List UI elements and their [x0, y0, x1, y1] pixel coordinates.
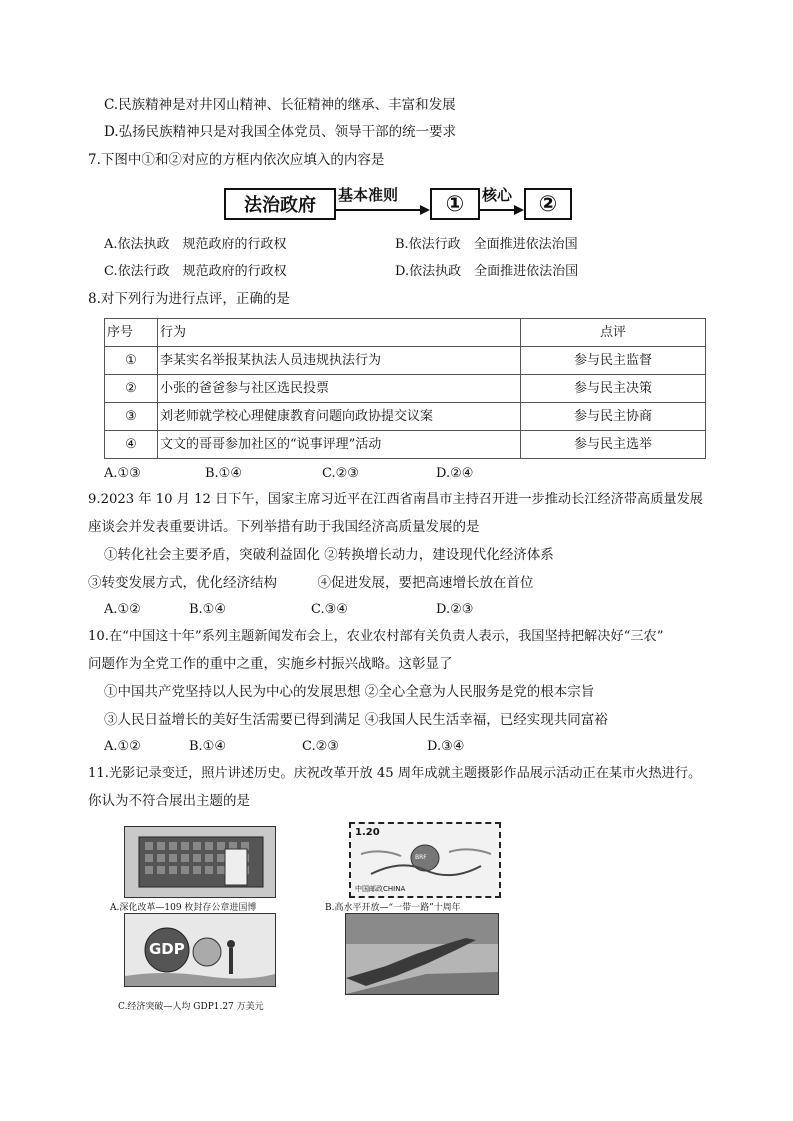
- q9-stem-line1: 9.2023 年 10 月 12 日下午，国家主席习近平在江西省南昌市主持召开进一步推动长江经济带高质量发展: [88, 492, 703, 507]
- arrow-head-1: [420, 205, 430, 215]
- cell-index: ③: [105, 403, 158, 431]
- q8-option-c: C.②③: [322, 466, 359, 481]
- gdp-label: GDP: [149, 940, 185, 958]
- diagram-label-core: 核心: [482, 186, 513, 204]
- q6-option-d: D.弘扬民族精神只是对我国全体党员、领导干部的统一要求: [104, 124, 457, 140]
- cell-comment: 参与民主监督: [521, 347, 706, 375]
- table-row: [105, 403, 706, 431]
- q9-stem-line2: 座谈会并发表重要讲话。下列举措有助于我国经济高质量发展的是: [88, 519, 480, 535]
- q7-option-c: C.依法行政 规范政府的行政权: [104, 264, 287, 279]
- q10-option-b: B.①④: [189, 739, 226, 754]
- table-row: [105, 347, 706, 375]
- header-index: 序号: [105, 319, 158, 347]
- arrow-head-2: [514, 205, 524, 215]
- photo-c-gdp: [124, 913, 276, 987]
- diagram-arrows: [224, 184, 574, 222]
- q7-stem: 7.下图中①和②对应的方框内依次应填入的内容是: [88, 152, 385, 168]
- gdp-illustration: [125, 914, 275, 986]
- q9-option-b: B.①④: [189, 602, 226, 617]
- q11-stem-line2: 你认为不符合展出主题的是: [88, 793, 250, 809]
- stamp-logo: BRF: [415, 854, 427, 861]
- q9-option-c: C.③④: [311, 602, 348, 617]
- q8-option-d: D.②④: [436, 466, 474, 481]
- landscape-illustration: [346, 914, 498, 994]
- cell-behavior: 小张的爸爸参与社区选民投票: [158, 375, 521, 403]
- diagram-box-law-government: 法治政府: [224, 188, 336, 220]
- q9-items-1-2: ①转化社会主要矛盾，突破利益固化 ②转换增长动力，建设现代化经济体系: [104, 547, 554, 563]
- header-comment: 点评: [521, 319, 706, 347]
- q10-option-c: C.②③: [302, 739, 339, 754]
- q10-items-1-2: ①中国共产党坚持以人民为中心的发展思想 ②全心全意为人民服务是党的根本宗旨: [104, 684, 595, 700]
- cell-comment: 参与民主决策: [521, 375, 706, 403]
- q7-option-d: D.依法执政 全面推进依法治国: [395, 264, 579, 279]
- q10-items-3-4: ③人民日益增长的美好生活需要已得到满足 ④我国人民生活幸福，已经实现共同富裕: [104, 712, 608, 728]
- cell-behavior: 李某实名举报某执法人员违规执法行为: [158, 347, 521, 375]
- q8-stem: 8.对下列行为进行点评，正确的是: [88, 291, 290, 307]
- diagram-box-2: ②: [524, 188, 572, 220]
- cell-behavior: 刘老师就学校心理健康教育问题向政协提交议案: [158, 403, 521, 431]
- header-behavior: 行为: [158, 319, 521, 347]
- table-header-row: [105, 319, 706, 347]
- q7-option-b: B.依法行政 全面推进依法治国: [395, 237, 578, 252]
- q8-option-b: B.①④: [205, 466, 242, 481]
- seals-box-illustration: [125, 827, 275, 897]
- q8-option-a: A.①③: [104, 466, 141, 481]
- cell-index: ①: [105, 347, 158, 375]
- stamp-value: 1.20: [355, 827, 380, 838]
- diagram-label-basic-principle: 基本准则: [338, 186, 399, 204]
- cell-comment: 参与民主选举: [521, 431, 706, 459]
- q11-stem-line1: 11.光影记录变迁，照片讲述历史。庆祝改革开放 45 周年成就主题摄影作品展示活动正在某市火热进行。: [88, 766, 702, 781]
- caption-a: A.深化改革—109 枚封存公章进国博: [110, 903, 257, 913]
- q8-table: [104, 318, 706, 459]
- q10-option-a: A.①②: [104, 739, 141, 754]
- table-row: [105, 375, 706, 403]
- photo-b-stamp: [349, 822, 501, 898]
- q7-option-a: A.依法执政 规范政府的行政权: [104, 237, 287, 252]
- photo-a-seals: [124, 826, 276, 898]
- table-row: [105, 431, 706, 459]
- q9-option-a: A.①②: [104, 602, 141, 617]
- cell-index: ②: [105, 375, 158, 403]
- q10-stem-line2: 问题作为全党工作的重中之重，实施乡村振兴战略。这彰显了: [88, 656, 453, 672]
- cell-behavior: 文文的哥哥参加社区的“说事评理”活动: [158, 431, 521, 459]
- q10-option-d: D.③④: [427, 739, 465, 754]
- q10-stem-line1: 10.在“中国这十年”系列主题新闻发布会上，农业农村部有关负责人表示，我国坚持把解决好“三农”: [88, 629, 664, 644]
- diagram-box-1: ①: [430, 188, 480, 220]
- cell-index: ④: [105, 431, 158, 459]
- q6-option-c: C.民族精神是对井冈山精神、长征精神的继承、丰富和发展: [104, 97, 456, 113]
- q9-items-3-4: ③转变发展方式，优化经济结构 ④促进发展，要把高速增长放在首位: [88, 575, 534, 591]
- caption-c: C.经济突破—人均 GDP1.27 万美元: [118, 1002, 264, 1012]
- caption-b: B.高水平开放—“一带一路”十周年: [325, 903, 461, 913]
- cell-comment: 参与民主协商: [521, 403, 706, 431]
- q9-option-d: D.②③: [436, 602, 474, 617]
- photo-d-landscape: [345, 913, 499, 995]
- q7-flow-diagram: [224, 184, 574, 222]
- stamp-brand: 中国邮政CHINA: [355, 885, 406, 893]
